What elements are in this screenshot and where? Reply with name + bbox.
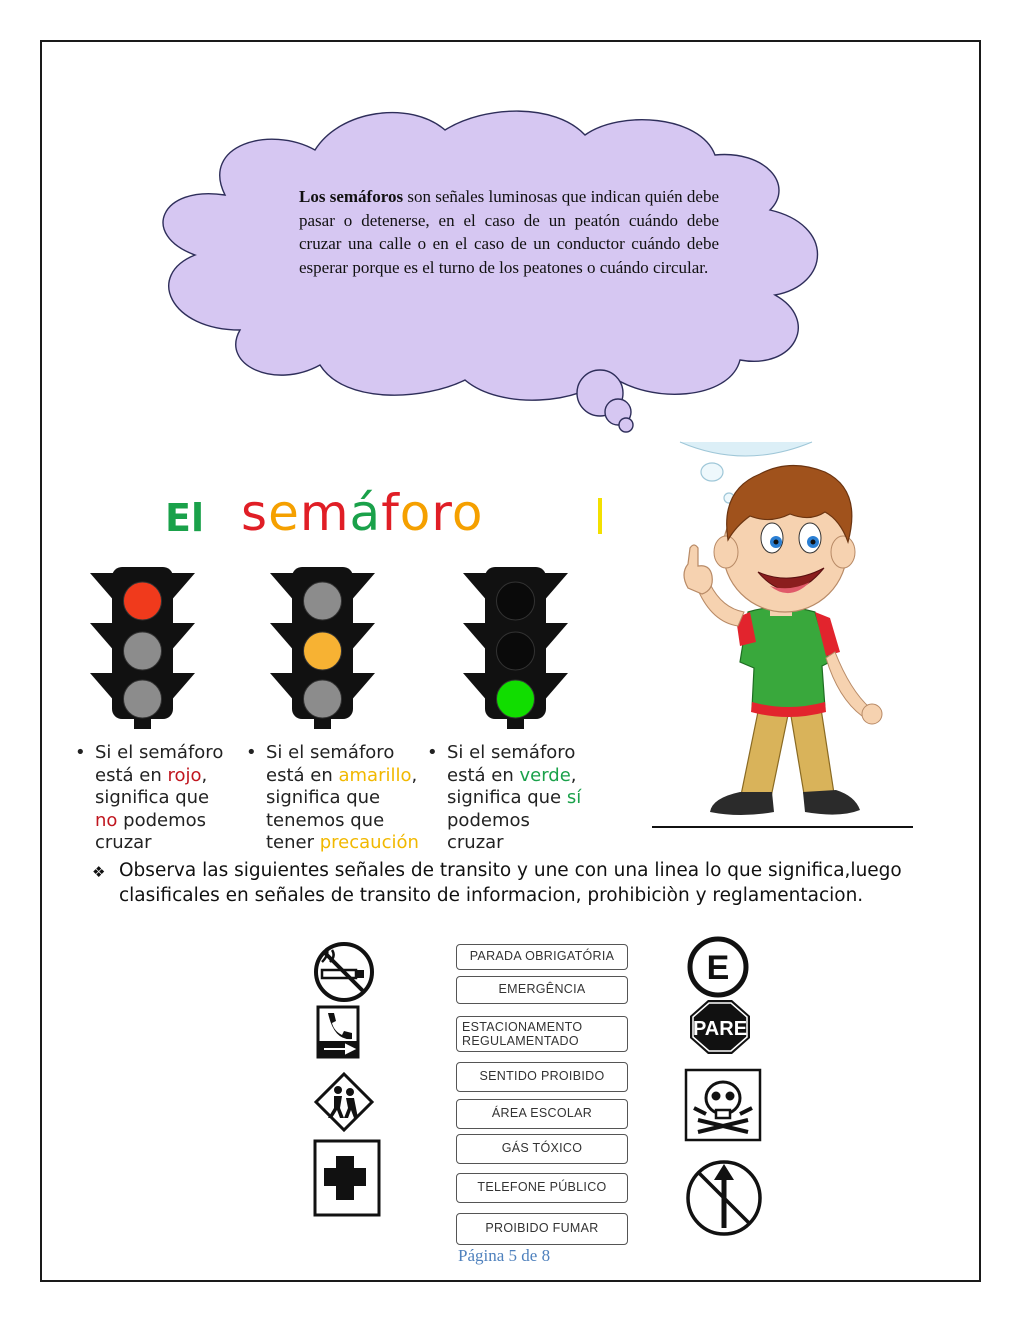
lamp-yellow — [497, 632, 535, 670]
cloud-bold-lead: Los semáforos — [299, 187, 404, 206]
stop-sign-icon — [688, 998, 752, 1056]
bullet-text: está en — [447, 764, 520, 786]
boy-underline — [652, 826, 913, 828]
bullet-dot: • — [75, 742, 86, 763]
telephone-sign-icon — [316, 1005, 360, 1059]
bullet-line: tenemos que — [266, 809, 385, 831]
color-word-si: sí — [566, 787, 582, 808]
color-word-green: verde — [519, 764, 571, 786]
label-area-escolar[interactable] — [456, 1099, 628, 1129]
traffic-light-icon — [270, 565, 375, 730]
bullet-text: , — [201, 764, 208, 786]
bullet-text: , — [570, 764, 577, 786]
bullet-text: podemos — [117, 809, 207, 831]
lamp-yellow — [124, 632, 162, 670]
label-text: REGULAMENTADO — [462, 1034, 579, 1048]
title-letter: o — [451, 484, 484, 542]
bullet-yellow — [246, 742, 441, 855]
label-text: PARADA OBRIGATÓRIA — [469, 949, 615, 963]
label-text: ESTACIONAMENTO — [462, 1020, 583, 1034]
traffic-light-red — [90, 565, 195, 730]
no-entry-sign-icon — [684, 1158, 764, 1238]
bullet-text: está en — [95, 764, 168, 786]
lamp-green — [304, 680, 342, 718]
bullet-red — [75, 742, 270, 855]
cloud-text — [299, 185, 719, 279]
title-yellow-bar — [598, 498, 602, 534]
lamp-red — [497, 582, 535, 620]
title-letter: s — [241, 484, 269, 542]
label-text: SENTIDO PROIBIDO — [479, 1069, 605, 1083]
label-text: GÁS TÓXICO — [501, 1141, 583, 1155]
traffic-light-icon — [90, 565, 195, 730]
traffic-light-yellow — [270, 565, 375, 730]
label-text: PROIBIDO FUMAR — [485, 1221, 599, 1235]
instruction-bullet-icon: ❖ — [92, 863, 106, 881]
label-text: EMERGÊNCIA — [498, 982, 586, 996]
label-text: ÁREA ESCOLAR — [491, 1106, 593, 1120]
school-zone-sign-icon — [312, 1070, 376, 1134]
signs-matching-area — [312, 930, 762, 1250]
bullet-text: está en — [266, 764, 339, 786]
label-sentido-proibido[interactable] — [456, 1062, 628, 1092]
color-word-no: no — [95, 809, 118, 831]
bullet-line: cruzar — [447, 832, 504, 853]
bullet-line — [447, 787, 622, 810]
bullet-line: cruzar — [95, 832, 152, 853]
title-letter: r — [431, 484, 452, 542]
traffic-light-icon — [463, 565, 568, 730]
sign-labels-list — [456, 930, 634, 1250]
cloud-body: son señales luminosas que indican quién debe pasar o detenerse, en el caso de un peatón cuándo debe cruzar una calle o en el caso de un conductor cuándo debe esperar porque es el turno de los peatones o cuándo circular. — [299, 187, 719, 277]
no-smoking-sign-icon — [312, 940, 376, 1004]
lamp-green — [497, 680, 535, 718]
stop-text: PARE — [692, 1018, 748, 1040]
page-number: Página 5 de 8 — [458, 1246, 551, 1265]
first-aid-cross-sign-icon — [312, 1138, 382, 1218]
label-proibido-fumar[interactable] — [456, 1213, 628, 1245]
bullet-line — [266, 832, 441, 855]
color-word-yellow: amarillo — [338, 764, 412, 786]
bullet-line: Si el semáforo — [95, 742, 224, 763]
bullet-line: Si el semáforo — [447, 742, 576, 763]
label-parada-obrigatoria[interactable] — [456, 944, 628, 970]
emergency-e-sign-icon — [686, 935, 750, 999]
lamp-green — [124, 680, 162, 718]
label-text: TELEFONE PÚBLICO — [477, 1180, 607, 1194]
lamp-red — [304, 582, 342, 620]
bullet-line — [266, 765, 441, 788]
bullet-line: significa que — [95, 787, 210, 808]
color-word-precaucion: precaución — [319, 832, 419, 853]
traffic-light-green — [463, 565, 568, 730]
emergency-letter: E — [706, 949, 730, 987]
bullet-dot: • — [427, 742, 438, 763]
color-word-red: rojo — [167, 764, 202, 786]
title-article: El — [165, 496, 204, 540]
title-letter: e — [268, 484, 300, 542]
toxic-skull-sign-icon — [684, 1068, 762, 1142]
title-letter: o — [399, 484, 432, 542]
bullet-dot: • — [246, 742, 257, 763]
bullet-line — [95, 765, 270, 788]
bullet-green — [427, 742, 622, 855]
bullet-line: Si el semáforo — [266, 742, 395, 763]
bullet-line — [447, 765, 622, 788]
label-estacionamento-regulamentado[interactable] — [456, 1016, 628, 1052]
label-gas-toxico[interactable] — [456, 1134, 628, 1164]
bullet-line: significa que — [266, 787, 381, 808]
lamp-yellow — [304, 632, 342, 670]
bullet-line: podemos — [447, 809, 530, 831]
instruction-text: Observa las siguientes señales de transito y une con una linea lo que significa,luego clasificales en señales de transito de informacion, prohibiciòn y reglamentacion. — [119, 860, 902, 906]
bullet-line — [95, 810, 270, 833]
lamp-red — [124, 582, 162, 620]
label-emergencia[interactable] — [456, 976, 628, 1004]
cartoon-boy-illustration — [640, 440, 910, 835]
bullet-text: significa que — [447, 787, 567, 808]
title-word — [241, 484, 483, 542]
title-letter: m — [299, 484, 350, 542]
bullet-text: , — [411, 764, 418, 786]
bullet-text: tener — [266, 832, 320, 853]
label-telefone-publico[interactable] — [456, 1173, 628, 1203]
title-letter: á — [349, 484, 382, 542]
title-letter: f — [381, 484, 400, 542]
